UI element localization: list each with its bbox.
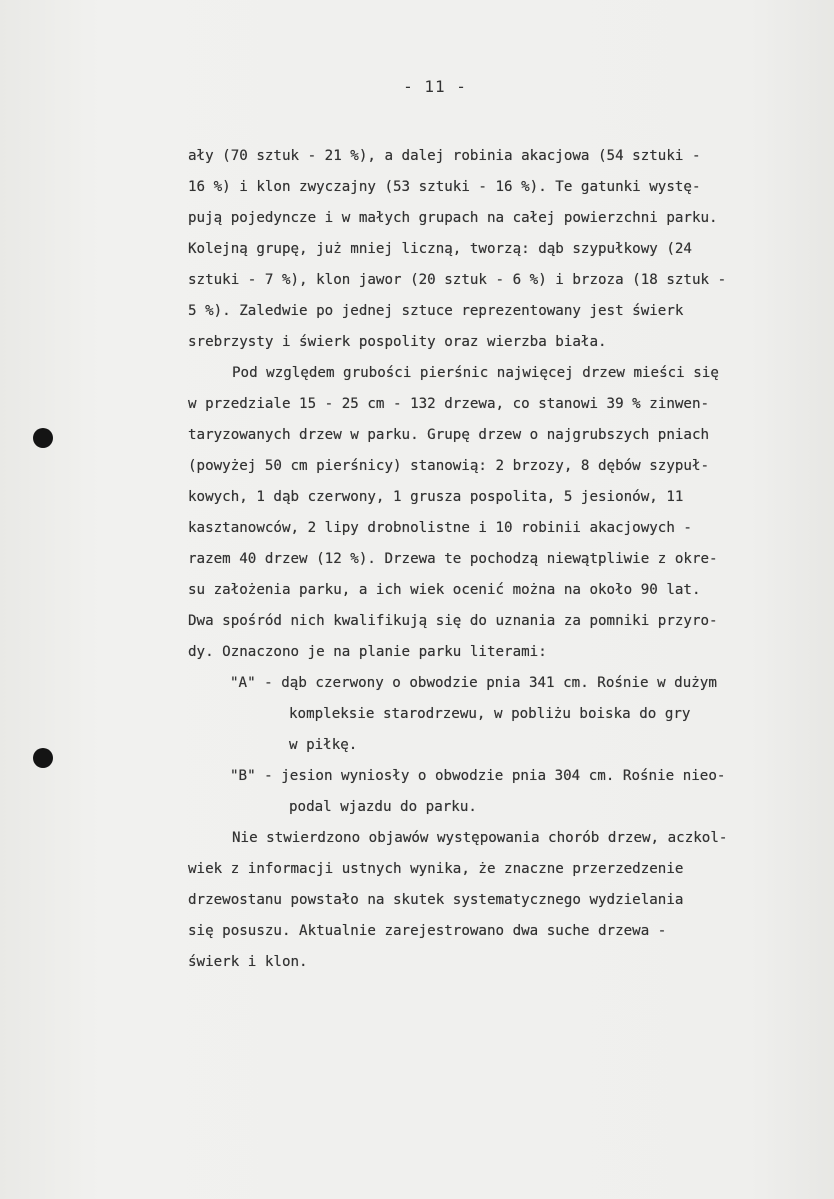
text-line: świerk i klon. [188, 954, 308, 970]
list-item-a: "A" - dąb czerwony o obwodzie pnia 341 cm. Rośnie w dużym [230, 675, 717, 691]
binder-hole [33, 428, 53, 448]
text-line: taryzowanych drzew w parku. Grupę drzew o najgrubszych pniach [188, 427, 710, 443]
list-item-a-continuation: kompleksie starodrzewu, w pobliżu boiska do gry [289, 706, 691, 722]
text-line: (powyżej 50 cm pierśnicy) stanowią: 2 brzozy, 8 dębów szypuł- [188, 458, 710, 474]
text-line: sztuki - 7 %), klon jawor (20 sztuk - 6 %) i brzoza (18 sztuk - [188, 272, 727, 288]
binder-hole [33, 748, 53, 768]
text-line: kowych, 1 dąb czerwony, 1 grusza pospolita, 5 jesionów, 11 [188, 489, 684, 505]
text-line: Dwa spośród nich kwalifikują się do uznania za pomniki przyro- [188, 613, 718, 629]
text-line: się posuszu. Aktualnie zarejestrowano dwa suche drzewa - [188, 923, 667, 939]
body-text [188, 141, 820, 978]
text-line: drzewostanu powstało na skutek systematycznego wydzielania [188, 892, 684, 908]
text-line: dy. Oznaczono je na planie parku literami: [188, 644, 547, 660]
text-line: 16 %) i klon zwyczajny (53 sztuki - 16 %). Te gatunki wystę- [188, 179, 701, 195]
list-item-b: "B" - jesion wyniosły o obwodzie pnia 304 cm. Rośnie nieo- [230, 768, 726, 784]
list-item-b-continuation: podal wjazdu do parku. [289, 799, 477, 815]
text-line: razem 40 drzew (12 %). Drzewa te pochodzą niewątpliwie z okre- [188, 551, 718, 567]
text-line: ały (70 sztuk - 21 %), a dalej robinia akacjowa (54 sztuki - [188, 148, 701, 164]
paragraph-start-line: Pod względem grubości pierśnic najwięcej drzew mieści się [232, 365, 719, 381]
text-line: pują pojedyncze i w małych grupach na całej powierzchni parku. [188, 210, 718, 226]
text-line: wiek z informacji ustnych wynika, że znaczne przerzedzenie [188, 861, 684, 877]
text-line: w przedziale 15 - 25 cm - 132 drzewa, co stanowi 39 % zinwen- [188, 396, 710, 412]
page-number: - 11 - [403, 77, 467, 96]
text-line: su założenia parku, a ich wiek ocenić można na około 90 lat. [188, 582, 701, 598]
text-line: kasztanowców, 2 lipy drobnolistne i 10 robinii akacjowych - [188, 520, 692, 536]
text-line: srebrzysty i świerk pospolity oraz wierzba biała. [188, 334, 607, 350]
paragraph-start-line: Nie stwierdzono objawów występowania chorób drzew, aczkol- [232, 830, 728, 846]
list-item-a-continuation: w piłkę. [289, 737, 358, 753]
text-line: 5 %). Zaledwie po jednej sztuce reprezentowany jest świerk [188, 303, 684, 319]
text-line: Kolejną grupę, już mniej liczną, tworzą: dąb szypułkowy (24 [188, 241, 692, 257]
